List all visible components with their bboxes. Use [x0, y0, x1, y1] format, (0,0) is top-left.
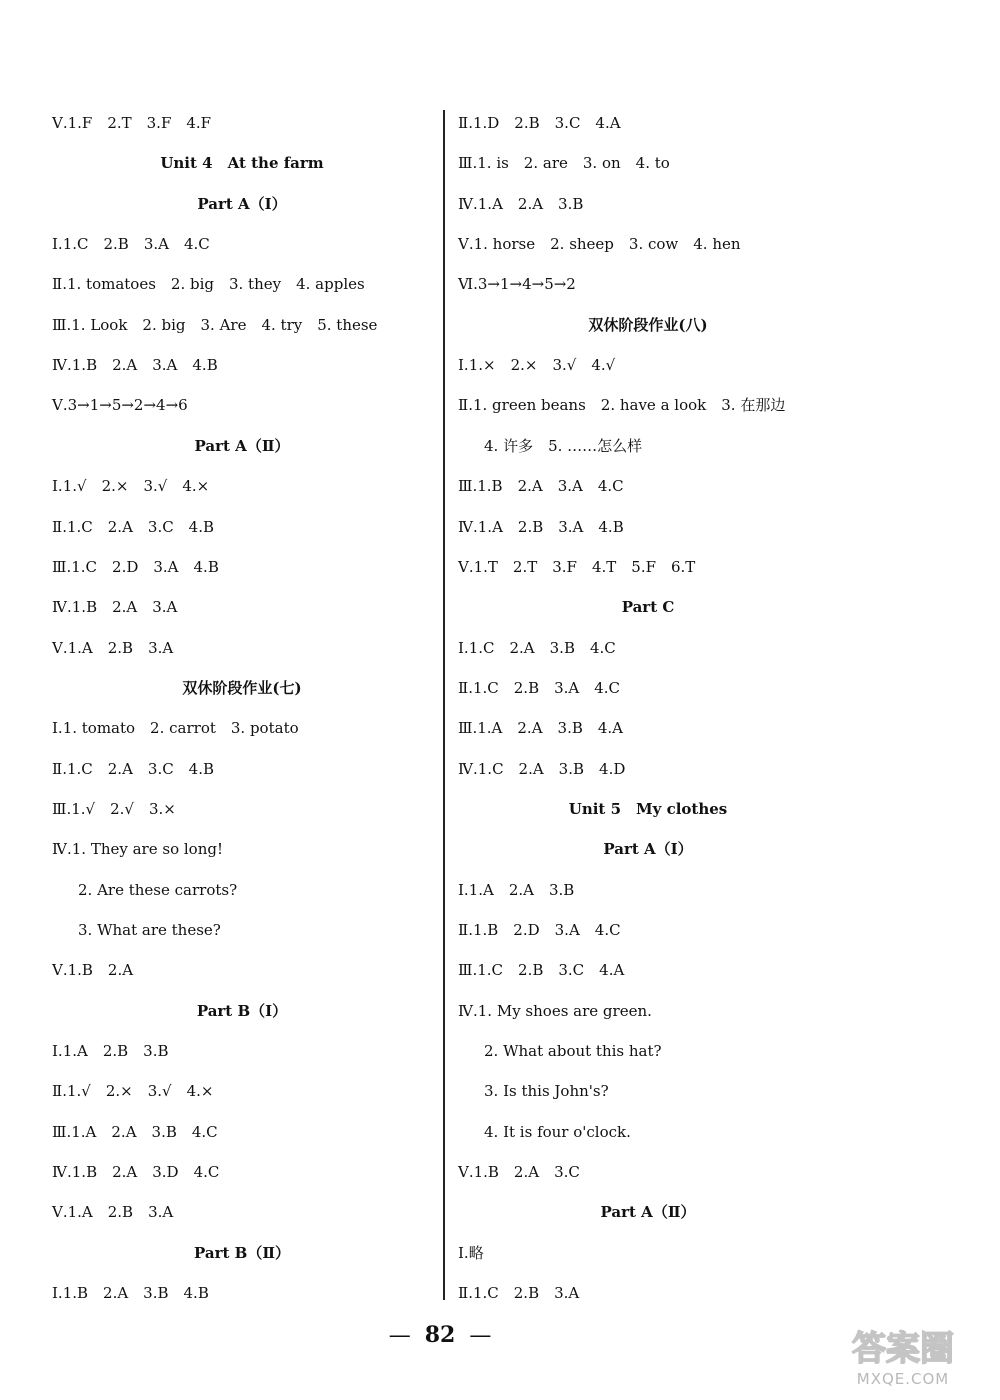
right-answer-line: Ⅲ.1.A 2.A 3.B 4.A — [458, 719, 624, 738]
column-divider — [443, 110, 445, 1300]
right-answer-line: Ⅰ.1.× 2.× 3.√ 4.√ — [458, 356, 616, 375]
left-answer-line: Ⅲ.1.C 2.D 3.A 4.B — [52, 557, 219, 576]
watermark-logo-icon — [832, 1324, 974, 1368]
right-answer-line: Ⅳ.1. My shoes are green. — [458, 1001, 652, 1020]
watermark-site: MXQE.COM — [856, 1370, 950, 1388]
left-answer-line: Ⅴ.1.A 2.B 3.A — [52, 1203, 174, 1222]
left-answer-line: Ⅴ.3→1→5→2→4→6 — [52, 396, 188, 415]
right-answer-line: Ⅲ.1.B 2.A 3.A 4.C — [458, 477, 624, 496]
watermark — [828, 1324, 978, 1388]
right-answer-line: Ⅴ.1.T 2.T 3.F 4.T 5.F 6.T — [458, 557, 696, 576]
right-answer-line: Ⅱ.1.B 2.D 3.A 4.C — [458, 921, 621, 939]
left-answer-line: Ⅲ.1.√ 2.√ 3.× — [52, 799, 176, 818]
left-answer-line: Ⅰ.1. tomato 2. carrot 3. potato — [52, 719, 299, 738]
watermark-logo-text: 答案圈 — [852, 1329, 954, 1368]
right-heading: Part C — [621, 598, 675, 617]
right-heading: Part A（Ⅰ） — [603, 840, 693, 859]
left-answer-line: Ⅴ.1.B 2.A — [52, 961, 134, 980]
right-heading: Unit 5 My clothes — [568, 799, 728, 818]
page-number-dash-left: — — [388, 1323, 411, 1348]
page-number-dash-right: — — [469, 1323, 492, 1348]
right-answer-line: Ⅰ.1.C 2.A 3.B 4.C — [458, 638, 616, 657]
left-heading: Unit 4 At the farm — [160, 154, 324, 173]
left-answer-line: Ⅰ.1.B 2.A 3.B 4.B — [52, 1284, 209, 1303]
right-answer-line: Ⅴ.1.B 2.A 3.C — [458, 1163, 580, 1182]
left-answer-line: Ⅲ.1. Look 2. big 3. Are 4. try 5. these — [52, 315, 378, 334]
right-answer-line: Ⅱ.1.D 2.B 3.C 4.A — [458, 114, 621, 132]
right-answer-line: 3. Is this John's? — [484, 1082, 609, 1101]
left-heading: Part A（Ⅰ） — [197, 194, 287, 213]
right-answer-line: Ⅱ.1.C 2.B 3.A — [458, 1284, 580, 1303]
left-heading: Part B（Ⅰ） — [196, 1001, 288, 1020]
left-answer-line: Ⅲ.1.A 2.A 3.B 4.C — [52, 1122, 218, 1141]
left-answer-line: Ⅴ.1.F 2.T 3.F 4.F — [52, 114, 212, 132]
left-answer-line: Ⅳ.1.B 2.A 3.A — [52, 598, 178, 617]
left-answer-line: Ⅱ.1.√ 2.× 3.√ 4.× — [52, 1082, 214, 1101]
right-answer-line: Ⅰ.略 — [458, 1243, 484, 1262]
right-answer-line: Ⅵ.3→1→4→5→2 — [458, 275, 576, 294]
left-heading: 双休阶段作业(七) — [182, 678, 302, 697]
page-number — [0, 1322, 880, 1348]
right-answer-line: Ⅱ.1. green beans 2. have a look 3. 在那边 — [458, 396, 786, 415]
left-answer-line: Ⅳ.1. They are so long! — [52, 840, 223, 859]
left-answer-line: Ⅰ.1.C 2.B 3.A 4.C — [52, 235, 210, 254]
right-answer-line: 2. What about this hat? — [484, 1042, 662, 1061]
left-answer-line: 3. What are these? — [78, 921, 221, 939]
right-answer-line: Ⅳ.1.A 2.B 3.A 4.B — [458, 517, 624, 536]
left-answer-line: Ⅱ.1.C 2.A 3.C 4.B — [52, 517, 215, 536]
right-answer-line: Ⅳ.1.A 2.A 3.B — [458, 194, 584, 213]
right-heading: Part A（Ⅱ） — [600, 1203, 696, 1222]
right-answer-line: Ⅴ.1. horse 2. sheep 3. cow 4. hen — [458, 235, 741, 254]
right-answer-line: Ⅲ.1.C 2.B 3.C 4.A — [458, 961, 625, 980]
left-answer-line: Ⅰ.1.√ 2.× 3.√ 4.× — [52, 477, 210, 496]
right-answer-line: 4. It is four o'clock. — [484, 1122, 631, 1141]
left-answer-line: Ⅳ.1.B 2.A 3.D 4.C — [52, 1163, 220, 1182]
right-answer-line: Ⅱ.1.C 2.B 3.A 4.C — [458, 678, 621, 697]
left-answer-line: Ⅴ.1.A 2.B 3.A — [52, 638, 174, 657]
left-heading: Part A（Ⅱ） — [194, 436, 290, 455]
left-answer-line: Ⅳ.1.B 2.A 3.A 4.B — [52, 356, 218, 375]
right-answer-line: 4. 许多 5. ……怎么样 — [484, 436, 643, 455]
left-heading: Part B（Ⅱ） — [194, 1243, 290, 1262]
left-answer-line: Ⅱ.1. tomatoes 2. big 3. they 4. apples — [52, 275, 365, 294]
right-answer-line: Ⅰ.1.A 2.A 3.B — [458, 880, 575, 899]
left-answer-line: 2. Are these carrots? — [78, 880, 238, 899]
left-answer-line: Ⅱ.1.C 2.A 3.C 4.B — [52, 759, 215, 778]
right-heading: 双休阶段作业(八) — [588, 315, 708, 334]
right-answer-line: Ⅲ.1. is 2. are 3. on 4. to — [458, 154, 670, 173]
page-number-value: 82 — [424, 1322, 456, 1348]
left-answer-line: Ⅰ.1.A 2.B 3.B — [52, 1042, 169, 1061]
right-answer-line: Ⅳ.1.C 2.A 3.B 4.D — [458, 759, 626, 778]
